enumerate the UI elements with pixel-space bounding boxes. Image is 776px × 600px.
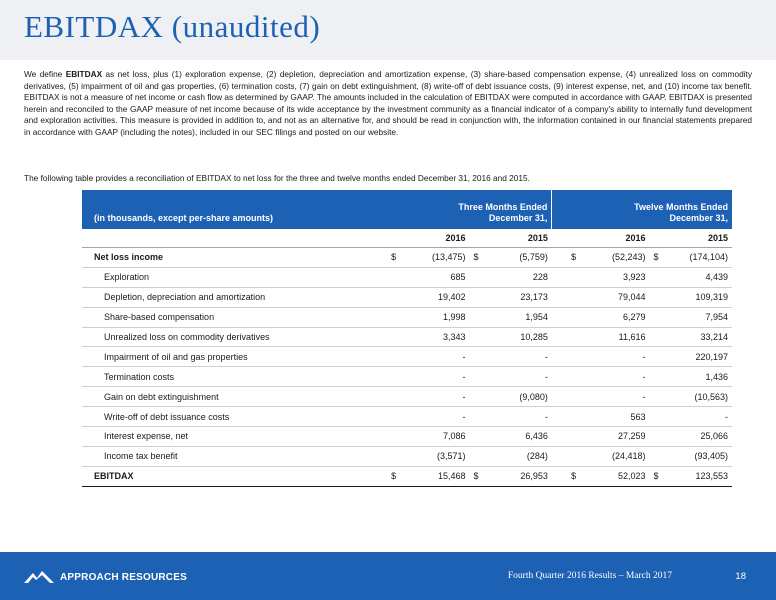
currency-symbol: [650, 427, 662, 447]
year-row: [82, 229, 732, 248]
currency-symbol: [470, 427, 482, 447]
row-label: Impairment of oil and gas properties: [82, 347, 387, 367]
intro-term: EBITDAX: [65, 69, 103, 79]
currency-symbol: [650, 387, 662, 407]
cell-value: 79,044: [579, 287, 649, 307]
currency-symbol: $: [470, 248, 482, 268]
currency-symbol: [387, 427, 399, 447]
year-header: 2016: [567, 229, 649, 248]
header-band: [0, 0, 776, 60]
row-label: Share-based compensation: [82, 307, 387, 327]
currency-symbol: [650, 367, 662, 387]
column-gap: [552, 446, 567, 466]
cell-value: 11,616: [579, 327, 649, 347]
table-row: [82, 446, 732, 466]
table-row: [82, 267, 732, 287]
currency-symbol: $: [387, 466, 399, 486]
company-logo: [24, 570, 187, 584]
currency-symbol: [470, 307, 482, 327]
table-row: [82, 248, 732, 268]
cell-value: -: [579, 367, 649, 387]
column-gap: [552, 407, 567, 427]
currency-symbol: [470, 407, 482, 427]
column-gap: [552, 387, 567, 407]
twelve-months-header-line2: December 31,: [669, 213, 728, 223]
cell-value: -: [399, 407, 469, 427]
cell-value: 109,319: [662, 287, 732, 307]
currency-symbol: $: [470, 466, 482, 486]
currency-symbol: [567, 307, 579, 327]
cell-value: -: [579, 347, 649, 367]
table-row: [82, 427, 732, 447]
intro-table-description: The following table provides a reconciliation of EBITDAX to net loss for the three and twelve months ended December 31, 2016 and 2015.: [24, 173, 530, 183]
cell-value: -: [482, 407, 552, 427]
currency-symbol: [567, 427, 579, 447]
currency-symbol: [650, 287, 662, 307]
row-label: Unrealized loss on commodity derivatives: [82, 327, 387, 347]
row-label: Income tax benefit: [82, 446, 387, 466]
currency-symbol: [567, 367, 579, 387]
currency-symbol: $: [650, 466, 662, 486]
ebitdax-reconciliation-table: [82, 190, 732, 487]
cell-value: 15,468: [399, 466, 469, 486]
currency-symbol: [567, 387, 579, 407]
year-row-gap: [552, 229, 567, 248]
table-row: [82, 387, 732, 407]
row-label: Interest expense, net: [82, 427, 387, 447]
column-gap: [552, 466, 567, 486]
table-row: [82, 307, 732, 327]
three-months-header: [387, 190, 552, 229]
currency-symbol: [567, 347, 579, 367]
column-gap: [552, 347, 567, 367]
cell-value: (9,080): [482, 387, 552, 407]
currency-symbol: [470, 287, 482, 307]
currency-symbol: [470, 267, 482, 287]
cell-value: (284): [482, 446, 552, 466]
cell-value: (10,563): [662, 387, 732, 407]
cell-value: 27,259: [579, 427, 649, 447]
table-row: [82, 347, 732, 367]
page-number: 18: [735, 571, 746, 582]
currency-symbol: [650, 347, 662, 367]
currency-symbol: $: [387, 248, 399, 268]
currency-symbol: [387, 347, 399, 367]
currency-symbol: [470, 347, 482, 367]
cell-value: -: [399, 367, 469, 387]
table-row: [82, 367, 732, 387]
intro-paragraph: [24, 69, 752, 139]
column-gap: [552, 248, 567, 268]
cell-value: 26,953: [482, 466, 552, 486]
company-name: APPROACH RESOURCES: [60, 571, 187, 583]
currency-symbol: [387, 407, 399, 427]
cell-value: -: [399, 387, 469, 407]
header-divider: [552, 190, 567, 229]
currency-symbol: [387, 367, 399, 387]
column-gap: [552, 367, 567, 387]
cell-value: 1,436: [662, 367, 732, 387]
currency-symbol: [567, 287, 579, 307]
approach-logo-icon: [24, 570, 54, 584]
year-row-spacer: [82, 229, 387, 248]
table-row: [82, 327, 732, 347]
cell-value: (93,405): [662, 446, 732, 466]
cell-value: 3,343: [399, 327, 469, 347]
cell-value: 685: [399, 267, 469, 287]
three-months-header-line1: Three Months Ended: [458, 202, 548, 212]
currency-symbol: $: [567, 466, 579, 486]
currency-symbol: [387, 267, 399, 287]
column-gap: [552, 267, 567, 287]
cell-value: (52,243): [579, 248, 649, 268]
currency-symbol: [567, 407, 579, 427]
cell-value: (5,759): [482, 248, 552, 268]
currency-symbol: [650, 446, 662, 466]
currency-symbol: [567, 267, 579, 287]
ebitdax-total-row: [82, 466, 732, 486]
intro-prefix: We define: [24, 69, 66, 79]
row-label: Depletion, depreciation and amortization: [82, 287, 387, 307]
cell-value: (3,571): [399, 446, 469, 466]
cell-value: 563: [579, 407, 649, 427]
cell-value: -: [482, 347, 552, 367]
column-gap: [552, 327, 567, 347]
currency-symbol: [387, 446, 399, 466]
currency-symbol: [650, 327, 662, 347]
intro-body: as net loss, plus (1) exploration expense, (2) depletion, depreciation and amortization expense, (3) share-based compensation expense, (4) unrealized loss on commodity derivatives, (5) impairment of oil and gas properties, (6) termination costs, (7) gain on debt extinguishment, (8) write-off of debt issuance costs, (9) interest expense, net, and (10) income tax benefit. EBITDAX is not a measure of net income or cash flow as determined by GAAP. The amounts included in the calculation of EBITDAX were computed in accordance with GAAP. EBITDAX is presented herein and reconciled to the GAAP measure of net income because of its wide acceptance by the investment community as a financial indicator of a company's ability to internally fund development and exploration activities. This measure is provided in addition to, and not as an alternative for, and should be read in conjunction with, the information contained in our financial statements prepared in accordance with GAAP (including the notes), included in our SEC filings and posted on our website.: [24, 69, 752, 137]
currency-symbol: [650, 407, 662, 427]
currency-symbol: [387, 327, 399, 347]
twelve-months-header-line1: Twelve Months Ended: [634, 202, 728, 212]
column-gap: [552, 427, 567, 447]
cell-value: 33,214: [662, 327, 732, 347]
cell-value: -: [482, 367, 552, 387]
year-header: 2016: [387, 229, 469, 248]
row-label: Write-off of debt issuance costs: [82, 407, 387, 427]
currency-symbol: [387, 387, 399, 407]
cell-value: -: [399, 347, 469, 367]
cell-value: 52,023: [579, 466, 649, 486]
table-row: [82, 407, 732, 427]
unit-label: (in thousands, except per-share amounts): [82, 190, 387, 229]
row-label: Exploration: [82, 267, 387, 287]
currency-symbol: [567, 327, 579, 347]
currency-symbol: [567, 446, 579, 466]
cell-value: 10,285: [482, 327, 552, 347]
cell-value: 1,954: [482, 307, 552, 327]
currency-symbol: [470, 387, 482, 407]
cell-value: 23,173: [482, 287, 552, 307]
three-months-header-line2: December 31,: [488, 213, 548, 223]
cell-value: 3,923: [579, 267, 649, 287]
currency-symbol: [470, 367, 482, 387]
cell-value: 228: [482, 267, 552, 287]
cell-value: 19,402: [399, 287, 469, 307]
cell-value: 6,279: [579, 307, 649, 327]
cell-value: (174,104): [662, 248, 732, 268]
cell-value: 123,553: [662, 466, 732, 486]
cell-value: 7,086: [399, 427, 469, 447]
cell-value: (24,418): [579, 446, 649, 466]
footer-band: [0, 552, 776, 600]
year-header: 2015: [470, 229, 552, 248]
row-label: Termination costs: [82, 367, 387, 387]
table-header-row: [82, 190, 732, 229]
row-label: Gain on debt extinguishment: [82, 387, 387, 407]
cell-value: 220,197: [662, 347, 732, 367]
cell-value: 1,998: [399, 307, 469, 327]
row-label: Net loss income: [82, 248, 387, 268]
cell-value: -: [579, 387, 649, 407]
currency-symbol: [387, 287, 399, 307]
cell-value: (13,475): [399, 248, 469, 268]
column-gap: [552, 287, 567, 307]
currency-symbol: [650, 267, 662, 287]
year-header: 2015: [650, 229, 732, 248]
currency-symbol: [470, 446, 482, 466]
cell-value: -: [662, 407, 732, 427]
currency-symbol: [387, 307, 399, 327]
cell-value: 4,439: [662, 267, 732, 287]
currency-symbol: [650, 307, 662, 327]
twelve-months-header: [567, 190, 732, 229]
table-row: [82, 287, 732, 307]
footer-caption: Fourth Quarter 2016 Results – March 2017: [507, 571, 672, 581]
cell-value: 25,066: [662, 427, 732, 447]
cell-value: 6,436: [482, 427, 552, 447]
cell-value: 7,954: [662, 307, 732, 327]
currency-symbol: [470, 327, 482, 347]
currency-symbol: $: [650, 248, 662, 268]
page-title: EBITDAX (unaudited): [24, 9, 321, 44]
row-label: EBITDAX: [82, 466, 387, 486]
column-gap: [552, 307, 567, 327]
currency-symbol: $: [567, 248, 579, 268]
ebitdax-table-wrapper: [82, 190, 732, 487]
